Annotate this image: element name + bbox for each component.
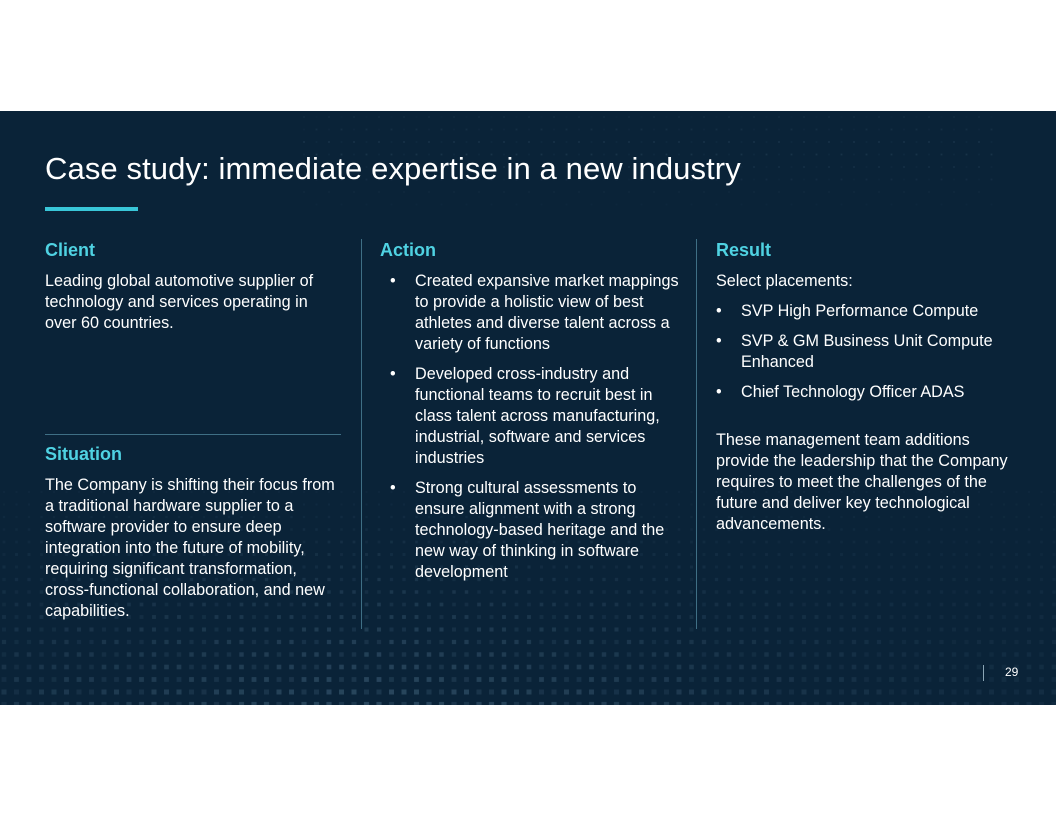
bullet-icon: •	[390, 479, 396, 497]
action-list	[380, 271, 690, 583]
situation-text: The Company is shifting their focus from a traditional hardware supplier to a software provider to ensure deep integration into the future of mobility, requiring significant transformation, cross-functional collaboration, and new capabilities.	[45, 476, 335, 620]
placement-item	[716, 382, 1016, 403]
situation-section	[45, 443, 341, 622]
page-title: Case study: immediate expertise in a new industry	[45, 151, 741, 186]
action-section	[380, 239, 690, 592]
result-heading: Result	[716, 240, 772, 260]
result-intro: Select placements:	[716, 272, 853, 290]
placement-item	[716, 331, 1016, 373]
situation-heading: Situation	[45, 444, 122, 464]
action-item-text: Developed cross-industry and functional teams to recruit best in class talent across manufacturing, industrial, software and services industries	[415, 365, 660, 467]
placement-item-text: SVP & GM Business Unit Compute Enhanced	[741, 332, 993, 371]
bullet-icon: •	[390, 365, 396, 383]
bullet-icon: •	[716, 302, 722, 320]
bullet-icon: •	[716, 383, 722, 401]
action-item	[380, 478, 690, 583]
client-text: Leading global automotive supplier of technology and services operating in over 60 countries.	[45, 272, 314, 332]
action-item-text: Strong cultural assessments to ensure alignment with a strong technology-based heritage and the new way of thinking in software development	[415, 479, 665, 581]
placements-list	[716, 301, 1016, 403]
action-item	[380, 271, 690, 355]
page-number: 29	[1005, 665, 1019, 679]
result-summary: These management team additions provide the leadership that the Company requires to meet the challenges of the future and deliver key technological advancements.	[716, 431, 1008, 533]
client-heading: Client	[45, 240, 96, 260]
column-divider-left	[361, 239, 362, 629]
column-divider-right	[696, 239, 697, 629]
placement-item	[716, 301, 1016, 322]
page-number-separator	[983, 665, 984, 681]
action-heading: Action	[380, 240, 436, 260]
client-section	[45, 239, 341, 334]
placement-item-text: Chief Technology Officer ADAS	[741, 383, 965, 401]
slide	[0, 111, 1056, 705]
bullet-icon: •	[716, 332, 722, 350]
bullet-icon: •	[390, 272, 396, 290]
title-accent-bar	[45, 207, 138, 211]
section-divider	[45, 434, 341, 435]
placement-item-text: SVP High Performance Compute	[741, 302, 979, 320]
action-item	[380, 364, 690, 469]
action-item-text: Created expansive market mappings to provide a holistic view of best athletes and diverse talent across a variety of functions	[415, 272, 679, 353]
result-section	[716, 239, 1016, 535]
